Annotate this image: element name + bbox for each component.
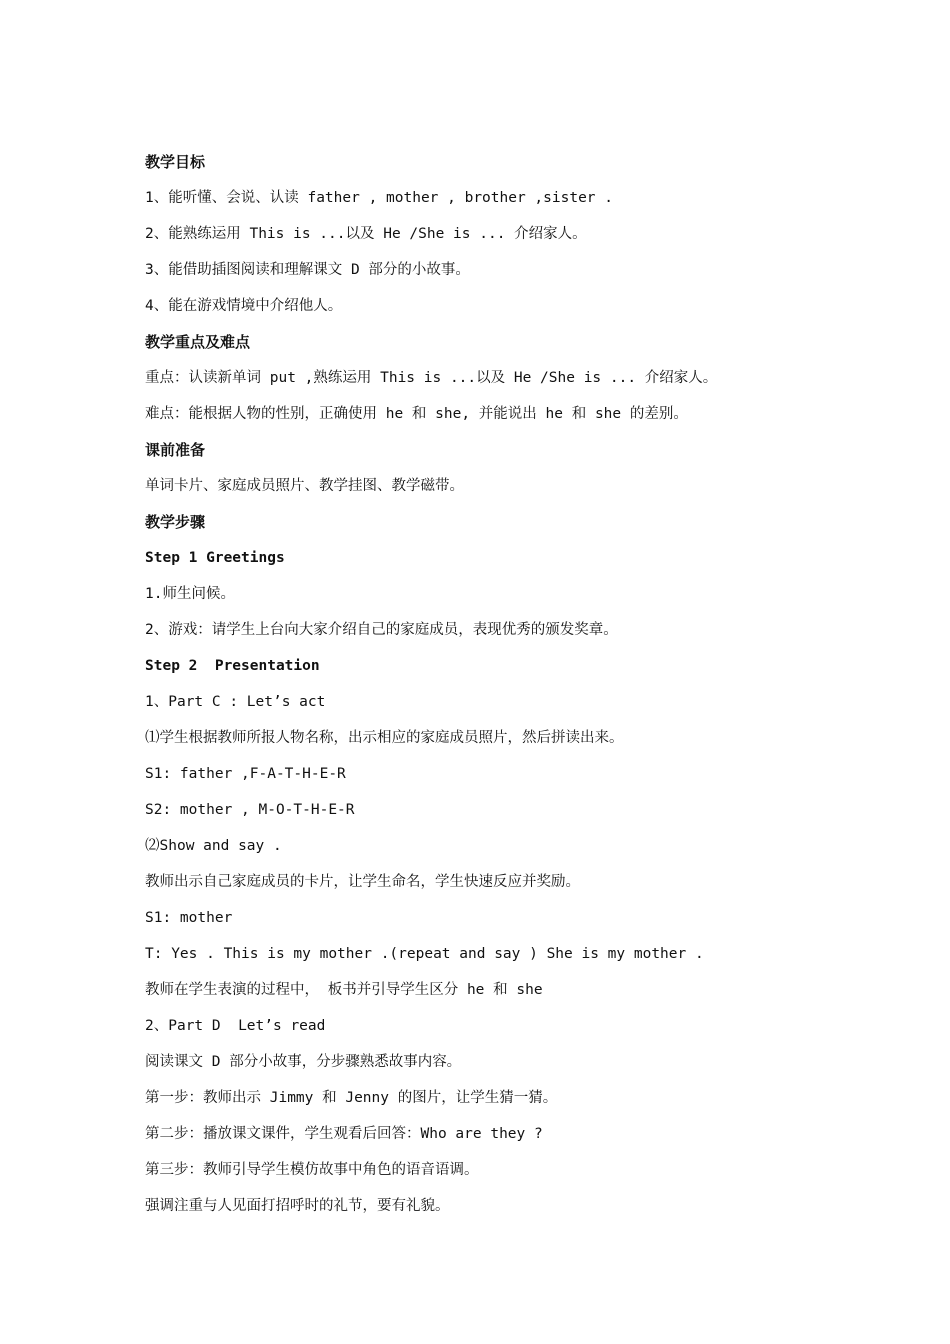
step2-line: 2、Part D Let’s read (145, 1018, 326, 1034)
step2-line: S2: mother , M-O-T-H-E-R (145, 802, 355, 818)
step2-line: 强调注重与人见面打招呼时的礼节，要有礼貌。 (145, 1198, 450, 1214)
step2-line: 教师出示自己家庭成员的卡片，让学生命名，学生快速反应并奖励。 (145, 874, 580, 890)
step2-line: T: Yes . This is my mother .(repeat and say ) She is my mother . (145, 946, 704, 962)
step2-line: 教师在学生表演的过程中， 板书并引导学生区分 he 和 she (145, 982, 543, 998)
key-point-line: 重点：认读新单词 put ,熟练运用 This is ...以及 He /She is ... 介绍家人。 (145, 370, 718, 386)
section-heading-steps: 教学步骤 (145, 513, 206, 531)
objective-line: 3、能借助插图阅读和理解课文 D 部分的小故事。 (145, 262, 470, 278)
section-heading-key-points: 教学重点及难点 (145, 333, 251, 351)
objective-line: 1、能听懂、会说、认读 father , mother , brother ,sister . (145, 190, 613, 206)
step2-line: S1: mother (145, 910, 233, 926)
step2-title: Step 2 Presentation (145, 658, 320, 674)
step2-line: 第一步：教师出示 Jimmy 和 Jenny 的图片，让学生猜一猜。 (145, 1090, 558, 1106)
section-heading-preparation: 课前准备 (145, 441, 206, 459)
objective-line: 4、能在游戏情境中介绍他人。 (145, 298, 343, 314)
objective-line: 2、能熟练运用 This is ...以及 He /She is ... 介绍家人。 (145, 226, 587, 242)
step1-line: 1.师生问候。 (145, 586, 235, 602)
step2-line: 第三步：教师引导学生模仿故事中角色的语音语调。 (145, 1162, 479, 1178)
preparation-line: 单词卡片、家庭成员照片、教学挂图、教学磁带。 (145, 478, 464, 494)
step1-line: 2、游戏：请学生上台向大家介绍自己的家庭成员，表现优秀的颁发奖章。 (145, 622, 618, 638)
section-heading-objectives: 教学目标 (145, 153, 206, 171)
step2-line: 第二步：播放课文课件，学生观看后回答：Who are they ? (145, 1126, 543, 1142)
step1-title: Step 1 Greetings (145, 550, 285, 566)
step2-line: ⑴学生根据教师所报人物名称，出示相应的家庭成员照片，然后拼读出来。 (145, 730, 624, 746)
document-page (145, 148, 845, 1228)
difficulty-line: 难点：能根据人物的性别，正确使用 he 和 she, 并能说出 he 和 she 的差别。 (145, 406, 688, 422)
step2-line: 1、Part C : Let’s act (145, 694, 326, 710)
step2-line: S1: father ,F-A-T-H-E-R (145, 766, 346, 782)
step2-line: ⑵Show and say . (145, 838, 282, 854)
step2-line: 阅读课文 D 部分小故事，分步骤熟悉故事内容。 (145, 1054, 462, 1070)
